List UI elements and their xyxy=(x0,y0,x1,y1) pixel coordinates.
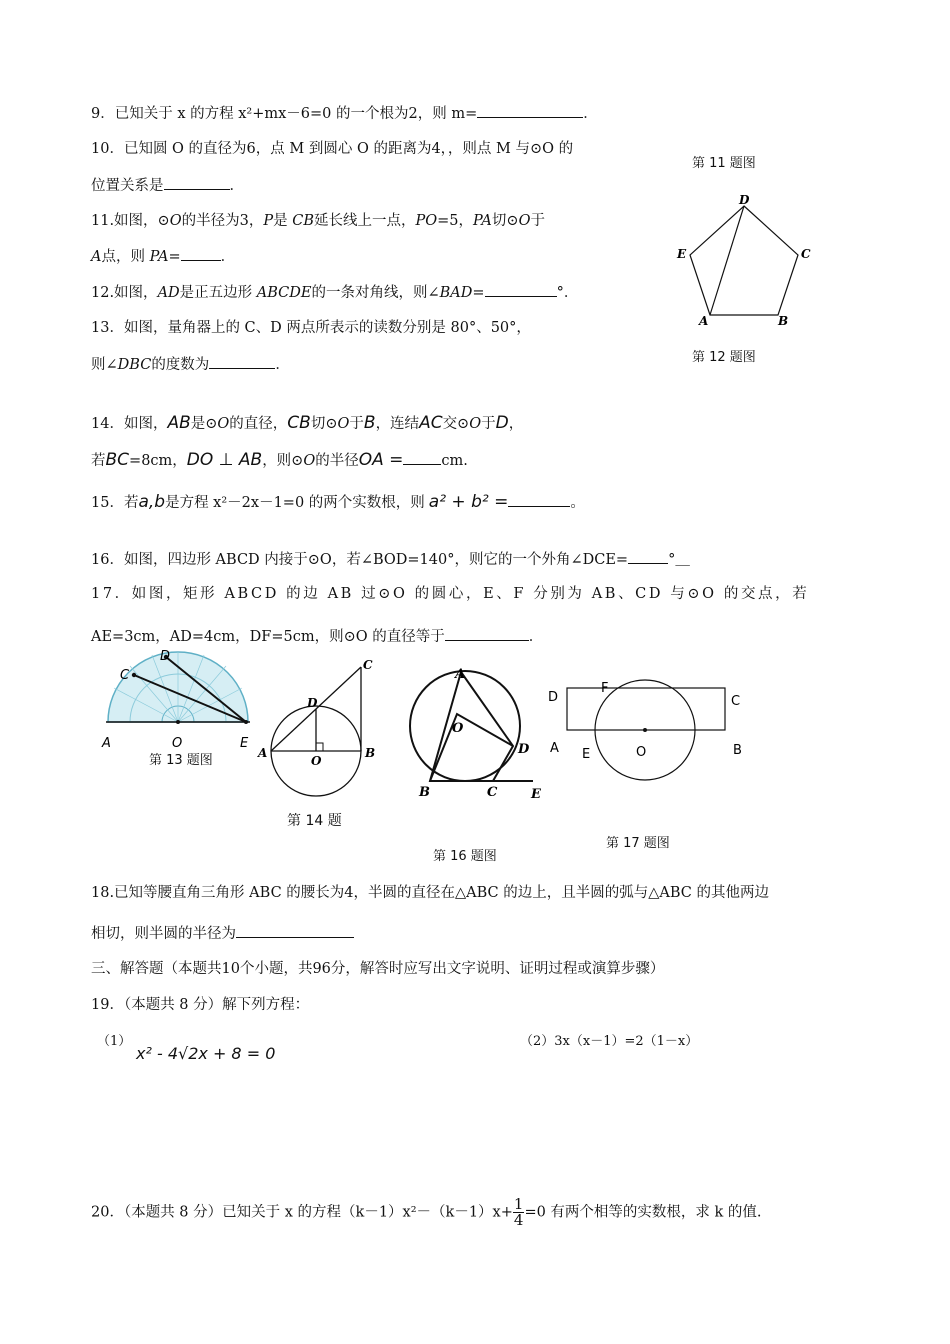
pentagon xyxy=(690,206,798,315)
question-19-title: 19．（本题共 8 分）解下列方程： xyxy=(91,997,310,1013)
question-14-line1: 14．如图，AB是⊙O的直径，CB切⊙O于B，连结AC交⊙O于D， xyxy=(91,413,524,433)
label-b: B xyxy=(778,314,789,328)
question-18-line2: 相切，则半圆的半径为 xyxy=(91,923,354,944)
question-10-line1: 10．已知圆 O 的直径为6，点 M 到圆心 O 的距离为4，，则点 M 与⊙O 的 xyxy=(91,141,574,157)
label-a: A xyxy=(102,736,111,751)
label-o: O xyxy=(452,721,464,736)
fig13-caption: 第 13 题图 xyxy=(149,753,213,768)
fig12-caption: 第 12 题图 xyxy=(692,350,756,365)
answer-blank[interactable] xyxy=(164,175,230,190)
question-13-line1: 13．如图，量角器上的 C、D 两点所表示的读数分别是 80°、50°， xyxy=(91,320,531,336)
question-20: 20．（本题共 8 分）已知关于 x 的方程（k－1）x²－（k－1）x+ $\frac{1}{4}$ =0 有两个相等的实数根，求 k 的值. xyxy=(91,1195,762,1229)
question-17-line2: AE=3cm，AD=4cm，DF=5cm，则⊙O 的直径等于 ． xyxy=(91,626,543,647)
label-c: C xyxy=(801,247,811,261)
question-10-line2: 位置关系是 ． xyxy=(91,175,244,196)
label-e: E xyxy=(582,747,591,762)
answer-blank[interactable] xyxy=(236,923,354,938)
question-14-line2: 若BC=8cm，DO ⊥ AB，则⊙O的半径OA = cm. xyxy=(91,450,468,470)
label-c: C xyxy=(487,785,498,800)
answer-blank[interactable] xyxy=(403,450,441,465)
quad-abcd xyxy=(430,672,513,781)
q9-text: 9．已知关于 x 的方程 x²+mx－6=0 的一个根为2，则 m= xyxy=(91,106,478,122)
answer-blank[interactable] xyxy=(181,246,221,261)
label-d: D xyxy=(160,649,171,664)
cyclic-quadrilateral-figure xyxy=(405,662,555,802)
label-e: E xyxy=(531,787,541,802)
answer-blank[interactable] xyxy=(485,282,557,297)
question-16: 16．如图，四边形 ABCD 内接于⊙O，若∠BOD=140°，则它的一个外角∠DCE= °＿ xyxy=(91,549,690,570)
label-b: B xyxy=(733,743,742,758)
answer-blank[interactable] xyxy=(628,549,668,564)
fig16-caption: 第 16 题图 xyxy=(433,849,497,864)
label-e: E xyxy=(240,736,249,751)
fig11-caption: 第 11 题图 xyxy=(692,156,756,171)
label-a: A xyxy=(550,741,559,756)
label-e: E xyxy=(677,247,687,261)
label-c: C xyxy=(120,668,130,683)
label-d: D xyxy=(307,696,318,710)
q19-part1-equation: x² - 4√2x + 8 = 0 xyxy=(136,1044,276,1063)
section-3-heading: 三、解答题（本题共10个小题，共96分，解答时应写出文字说明、证明过程或演算步骤） xyxy=(91,961,665,977)
label-b: B xyxy=(419,785,430,800)
question-9: 9．已知关于 x 的方程 x²+mx－6=0 的一个根为2，则 m= ． xyxy=(91,103,598,124)
label-b: B xyxy=(365,746,376,760)
question-15: 15．若a,b是方程 x²－2x－1=0 的两个实数根，则 a² + b² = 。 xyxy=(91,492,585,512)
q19-part2: （2）3x（x－1）=2（1－x） xyxy=(520,1034,699,1049)
label-a: A xyxy=(699,314,709,328)
answer-blank[interactable] xyxy=(209,354,275,369)
question-12: 12.如图，AD是正五边形 ABCDE的一条对角线，则∠BAD= °． xyxy=(91,282,578,303)
label-d: D xyxy=(548,690,559,705)
rectangle-circle-figure xyxy=(545,670,745,800)
label-a: A xyxy=(258,746,268,760)
fig14-caption: 第 14 题 xyxy=(287,813,342,829)
fraction-one-quarter: $\frac{1}{4}$ xyxy=(513,1195,524,1229)
question-11-line2: A点，则 PA= ． xyxy=(91,246,235,267)
q19-part1-label: （1） xyxy=(97,1034,132,1049)
rectangle-abcd xyxy=(567,688,725,730)
question-11-line1: 11.如图，⊙O的半径为3，P是 CB延长线上一点，PO=5，PA切⊙O于 xyxy=(91,213,545,229)
label-o: O xyxy=(311,754,322,768)
label-a: A xyxy=(455,667,466,682)
label-o: O xyxy=(636,745,647,760)
circle-tangent-figure xyxy=(255,655,385,795)
answer-blank[interactable] xyxy=(508,498,570,507)
diagonal-ad xyxy=(710,206,744,315)
protractor-figure xyxy=(100,648,260,758)
answer-blank[interactable] xyxy=(445,626,529,641)
answer-blank[interactable] xyxy=(477,103,583,118)
label-c: C xyxy=(731,694,741,709)
question-17-line1: 17．如图，矩形 ABCD 的边 AB 过⊙O 的圆心，E、F 分别为 AB、CD 与⊙O 的交点，若 xyxy=(91,586,810,602)
fig17-caption: 第 17 题图 xyxy=(606,836,670,851)
angle-bod xyxy=(430,714,513,781)
label-d: D xyxy=(739,193,750,207)
label-f: F xyxy=(601,681,609,696)
label-o: O xyxy=(172,736,183,751)
label-d: D xyxy=(518,742,530,757)
question-18-line1: 18.已知等腰直角三角形 ABC 的腰长为4，半圆的直径在△ABC 的边上，且半圆的弧与△ABC 的其他两边 xyxy=(91,885,769,901)
pentagon-figure xyxy=(672,192,822,332)
label-c: C xyxy=(363,658,373,672)
question-13-line2: 则∠DBC的度数为 ． xyxy=(91,354,290,375)
